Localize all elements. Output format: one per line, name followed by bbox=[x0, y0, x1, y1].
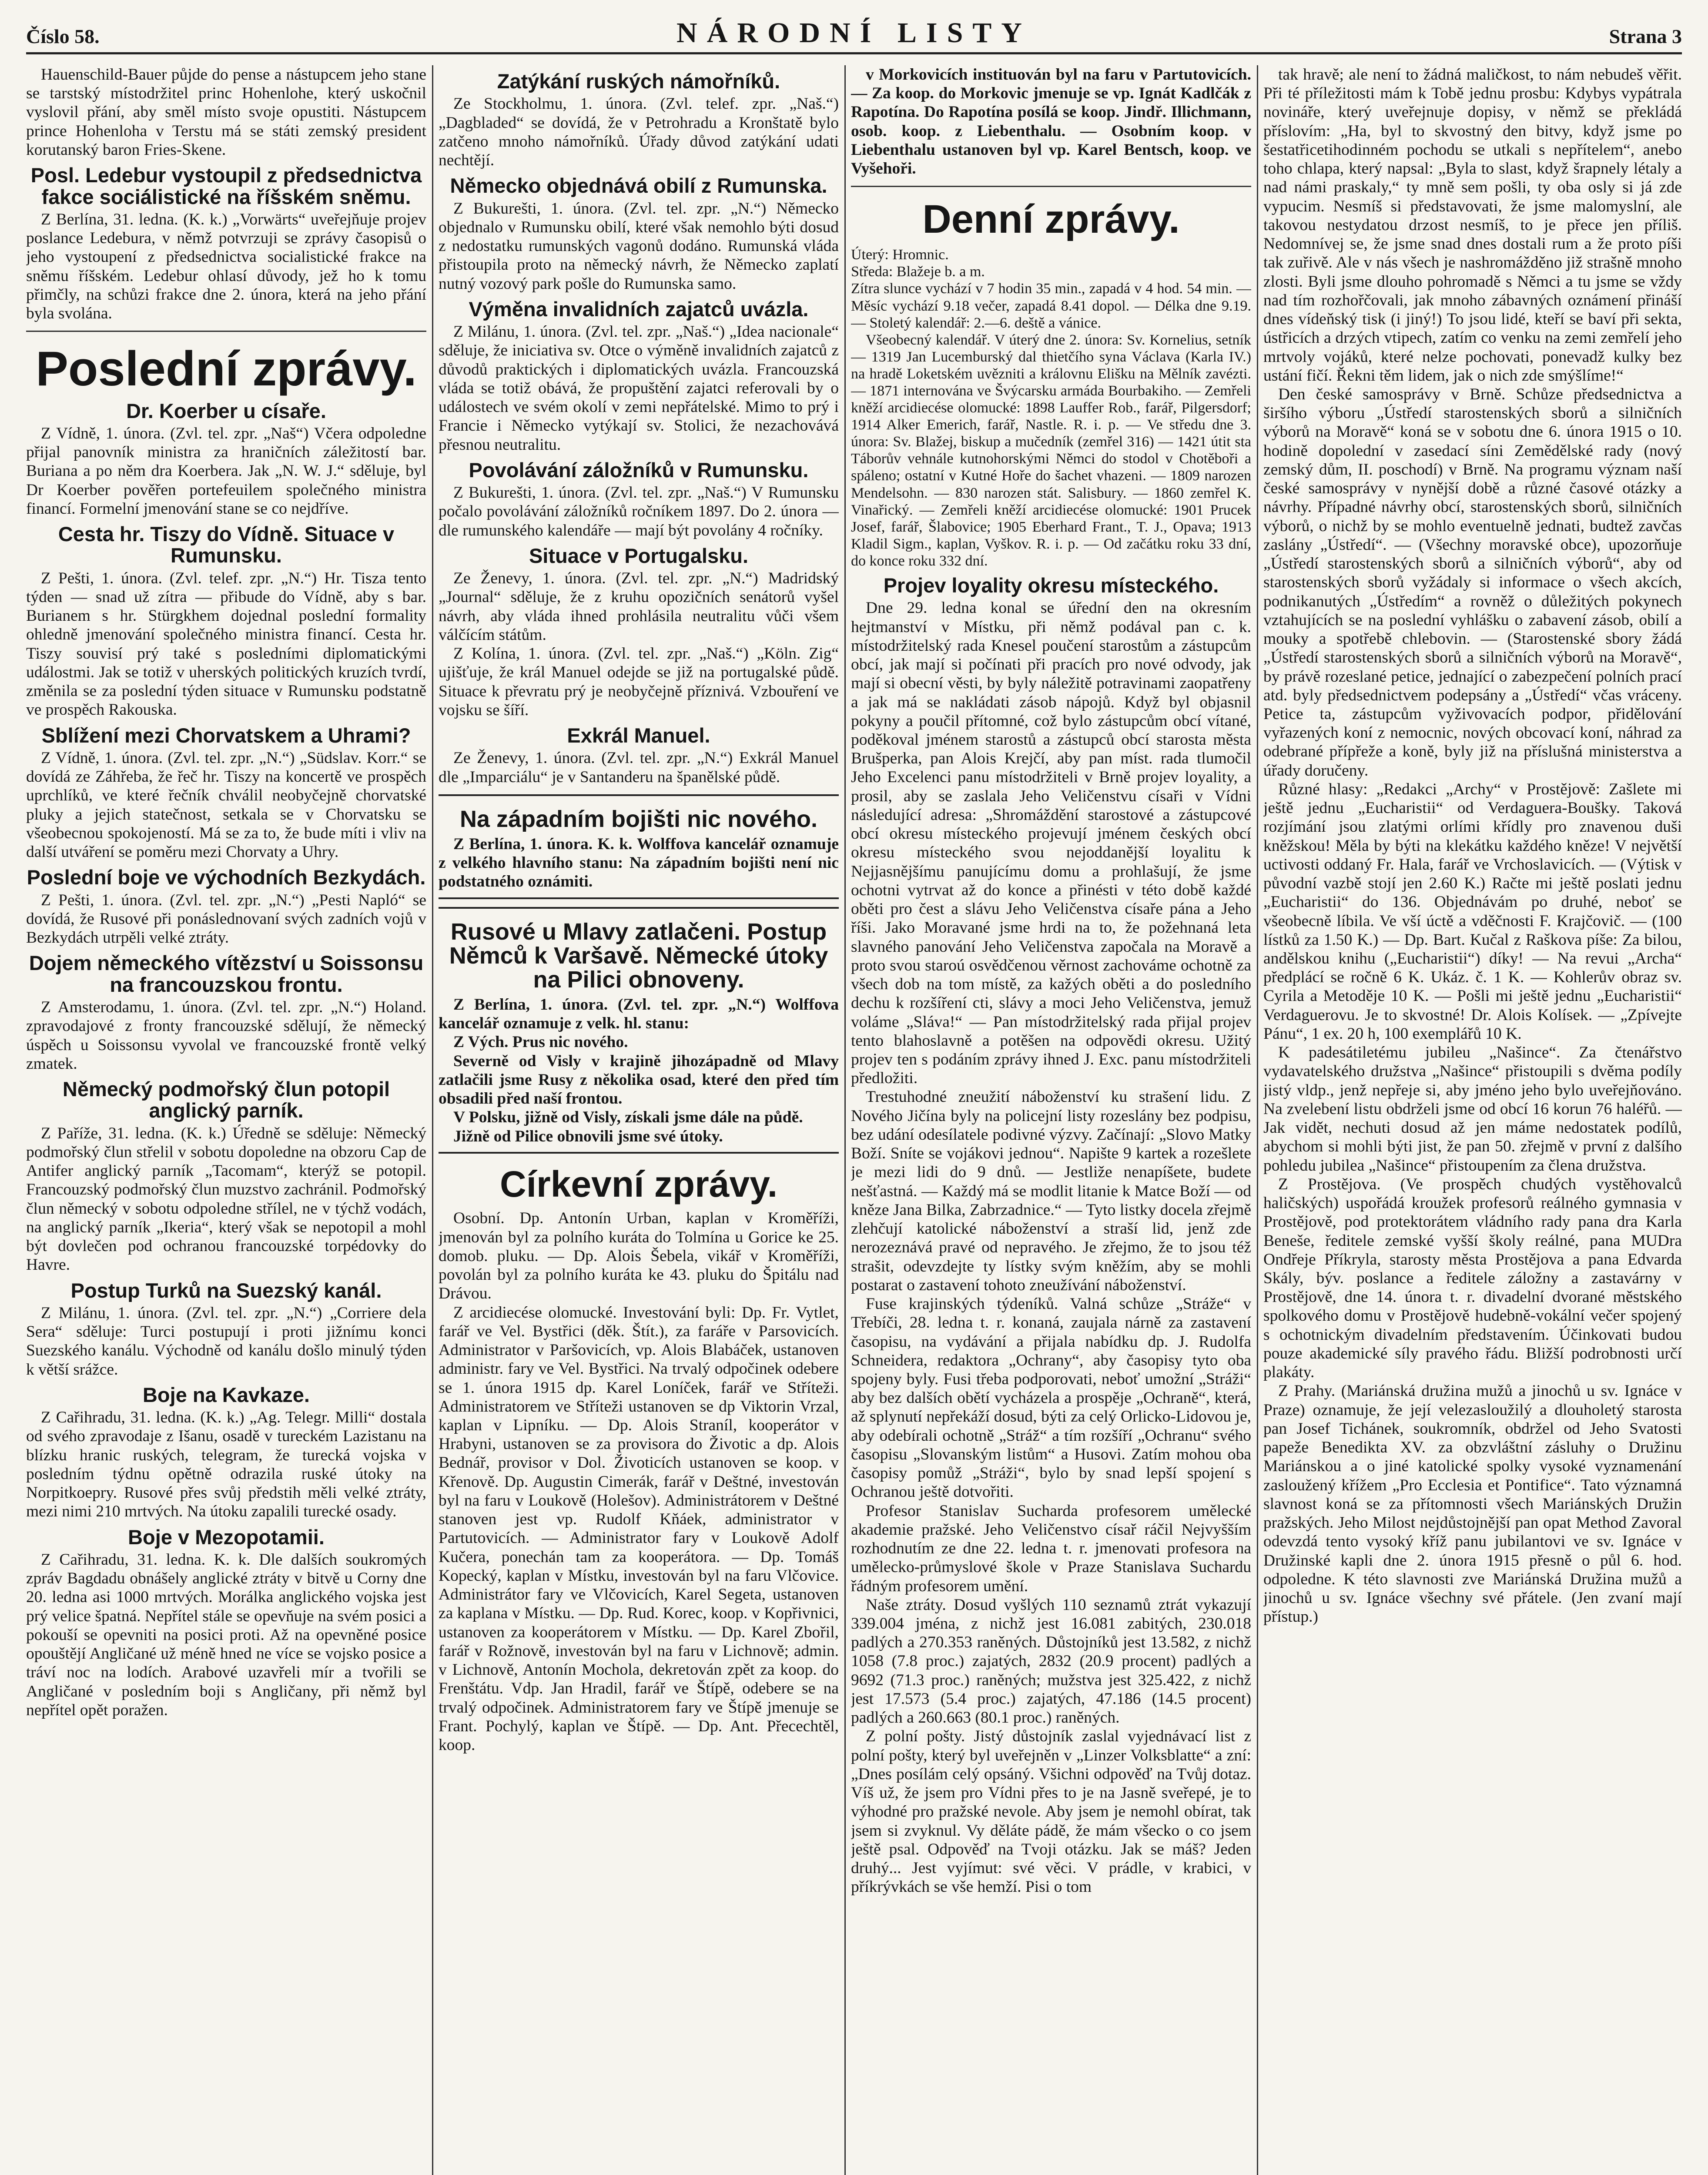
article-text: Z Paříže, 31. ledna. (K. k.) Úředně se sděluje: Německý podmořský člun střelil v sobotu dopoledne na obzoru Cap de Antifer anglický parník „Tacomam“, kterýž se potopil. Francouzský podmořský člun muzstvo zachránil. Podmořský člun německý v sobotu odpoledne střílel, ne v týchž vodách, na anglický parník „Ikeria“, který však se nepotopil a mohl být dovlečen pod ochranou francouzské torpédovky do Havre. bbox=[26, 1124, 426, 1274]
newspaper-title: NÁRODNÍ LISTY bbox=[677, 17, 1031, 49]
article-text: Z polní pošty. Jistý důstojník zaslal vyjednávací list z polní pošty, který byl uveřejněn v „Linzer Volksblatte“ a zní: „Dnes posílám celý opsáný. Všichni odpověď na Tvůj dotaz. Víš už, že jsem pro Vídni přes to je na Jasně sveřepé, je to výhodné pro pražské nevole. Aby jsem je nemohl obírat, tak jsem si zvyknul. Vy děláte pádě, že mám všecko o co jsem ještě psal. Odpověď na Tvoji otázku. Jak se máš? Jeden druhý... Jest vyjímut: své věci. V prádle, v krabici, v příkrývkách se vše hemží. Pisi o tom bbox=[851, 1727, 1251, 1896]
article-text: K padesátiletému jubileu „Našince“. Za čtenářstvo vydavatelského družstva „Našince“ přistoupili s dvěma podíly jistý vldp., jenž nepřeje si, aby jméno jeho bylo uveřejňováno. Na zvelebení listu obdrželi jsme od obcí 16 korun 76 haléřů. — Jak vidět, nechuti dosud až jen máme nedostatek podílů, abychom si mohli býti jist, že pan 50. zřejmě v první z dalšího pohledu jubilea „Našince“ přistoupením za člena družstva. bbox=[1263, 1044, 1682, 1174]
headline-rumunsko-obili: Německo objednává obilí z Rumunska. bbox=[450, 174, 827, 197]
headline-invalidni: Výměna invalidních zajatců uvázla. bbox=[469, 297, 809, 321]
article-text: Osobní. Dp. Antonín Urban, kaplan v Kroměříži, jmenován byl za polního kuráta do Tolmína u Gorice ke 25. domob. pluku. — Dp. Alois Šebela, vikář v Kroměříži, povolán byl za polního kuráta ke 43. pluku do Špitálu nad Drávou. bbox=[439, 1209, 839, 1303]
article-text: Z Berlína, 1. února. K. k. Wolffova kancelář oznamuje z velkého hlavního stanu: Na západním bojišti není nic podstatného oznámiti. bbox=[439, 835, 839, 891]
headline-clun: Německý podmořský člun potopil anglický parník. bbox=[62, 1077, 390, 1122]
article-text: Z Vídně, 1. února. (Zvl. tel. zpr. „Naš“) Včera odpoledne přijal panovník ministra za hraničních záležitostí bar. Buriana a po něm dra Koerbera. Jak „N. W. J.“ sděluje, byl Dr Koerber pověřen portefeuilem společného ministra financí. Formelní jmenování stane se co nejdříve. bbox=[26, 424, 426, 518]
boxed-report-mlava bbox=[439, 907, 839, 1154]
calendar-box bbox=[851, 246, 1251, 331]
calendar-line: Středa: Blažeje b. a m. bbox=[851, 264, 985, 280]
column-4 bbox=[1263, 65, 1682, 2175]
headline-zaloznici: Povolávání záložníků v Rumunsku. bbox=[469, 458, 809, 482]
article-text: Profesor Stanislav Sucharda profesorem umělecké akademie pražské. Jeho Veličenstvo císař ráčil Nejvyšším rozhodnutím ze dne 22. ledna t. r. jmenovati profesora na umělecko-průmyslové škole v Praze Stanislava Suchardu řádným profesorem umění. bbox=[851, 1502, 1251, 1595]
headline-manuel: Exkrál Manuel. bbox=[567, 724, 710, 747]
article-text: Fuse krajinských týdeníků. Valná schůze „Stráže“ v Třebíči, 28. ledna t. r. konaná, zaujala nárně za zastavení časopisu, na vydávání a přijala nabídku dp. J. Rudolfa Schneidera, redaktora „Ochrany“, aby časopisy tyto oba spojeny byly. Fusi třeba podporovati, neboť umožní „Stráži“ aby bez dalších obětí vycházela a prospěje „Ochraně“, která, až splynutí nepřekáží dosud, býti za celý Orlicko-Lidovou je, aby odebírali ochotně „Stráž“ a tím rozšíří „Ochranu“ svého časopisu „Slovanským listům“ a Husovi. Zatím mohou oba časopisy pomůž „Stráži“, bylo by snad lepší spojení s Ochranou ještě dotvořiti. bbox=[851, 1295, 1251, 1501]
section-title-denni-zpravy: Denní zprávy. bbox=[922, 197, 1180, 242]
calendar-line: Úterý: Hromnic. bbox=[851, 247, 949, 263]
section-title-posledni-zpravy: Poslední zprávy. bbox=[36, 341, 417, 396]
article-text: Z Berlína, 1. února. (Zvl. tel. zpr. „N.“) Wolffova kancelář oznamuje z velk. hl. stanu: bbox=[439, 995, 839, 1033]
article-text: v Morkovicích instituován byl na faru v Partutovicích. — Za koop. do Morkovic jmenuje se vp. Ignát Kadlčák z Rapotína. Do Rapotína posílá se koop. Jindř. Illichmann, osob. koop. z Liebenthalu. — Osobním koop. v Liebenthalu ustanoven byl vp. Karel Bentsch, koop. ve Vyšehoři. bbox=[851, 66, 1251, 178]
column-rule bbox=[432, 65, 433, 2175]
article-text: Naše ztráty. Dosud vyšlých 110 seznamů ztrát vykazují 339.004 jména, z nichž jest 16.081 zabitých, 230.018 padlých a 270.353 raněných. Důstojníků jest 13.582, z nichž 1058 (7.8 proc.) zajatých, 2832 (20.9 procent) padlých a 9692 (71.3 proc.) raněných; mužstva jest 325.422, z nichž jest 17.573 (5.4 proc.) zajatých, 47.186 (14.5 procent) padlých a 260.663 (80.1 proc.) raněných. bbox=[851, 1596, 1251, 1727]
article-text: tak hravě; ale není to žádná maličkost, to nám nebudeš věřit. Při té příležitosti mám k Tobě jednu prosbu: Kdybys vypátrala novináře, který uveřejnuje dopisy, v němž se překládá příslovím: „Ha, byl to skvostný den bitvy, když jsme po šestatřicetihodinném pochodu se utkali s nepřítelem“, anebo toho chlapa, který napsal: „Byla to slast, když šrapnely létaly a nad námi praskaly,“ ty mně sem pošli, ty oba osly si já zde vypucim. Nesmíš si představovati, že jsme malomyslní, ale takovou nestydatou drzost nesmíš, to je přece jen příliš. Nedomnívej se, že jsme snad dnes dostali rum a že proto píši tak zuřivě. Ale v nás všech je nashromážděno již strašně mnoho zlosti. Byli jsme dlouho pohromadě s Němci a tu jsme se vždy nad tím rozhořčovali, jak mnoho zábavných oznámení přináší dnes vídeňský tisk (i jiný!) To jsou lidé, kteří se baví při sekta, ústřicích a drzých vtipech, zatím co venku na zemi zemřelí jeho mrtvoly vojáků, které nelze pochovati, ponevadž kulky bez ustání fičí. Řekni těm lidem, jak o nich zde smýšlíme!“ bbox=[1263, 66, 1682, 385]
article-text: Ze Ženevy, 1. února. (Zvl. tel. zpr. „N.“) Madridský „Journal“ sděluje, že z kruhu opozičních senátorů vyšel návrh, aby vláda ihned prohlásila neutralitu vůči všem válčícím státům. bbox=[439, 569, 839, 644]
article-text: Z Milánu, 1. února. (Zvl. tel. zpr. „Naš.“) „Idea nacionale“ sděluje, že iniciativa sv. Otce o výměně invalidních zajatců z důvodů praktických i diplomatických uvázla. Francouzská vláda se totiž obává, že propuštění zajatci referovali by o událostech ve svém okolí v zemi nepřátelské. Mimo to prý i Francie i Německo vytýkají sv. Stolici, že nezachovává přesnou neutralitu. bbox=[439, 323, 839, 454]
column-rule bbox=[1257, 65, 1258, 2175]
article-text: Z Vých. Prus nic nového. bbox=[453, 1033, 628, 1051]
article-text: Z Bukurešti, 1. února. (Zvl. tel. zpr. „Naš.“) V Rumunsku počalo povolávání záložníků ročníkem 1897. Do 2. února — dle rumunského kalendáře — mají být povolány 4 ročníky. bbox=[439, 484, 839, 539]
headline-ledebur: Posl. Ledebur vystoupil z předsednictva fakce sociálistické na říšském sněmu. bbox=[30, 164, 422, 208]
article-text: Jižně od Pilice obnovili jsme své útoky. bbox=[453, 1127, 723, 1145]
column-2 bbox=[439, 65, 839, 2175]
article-text: Z Bukurešti, 1. února. (Zvl. tel. zpr. „N.“) Německo objednalo v Rumunsku obilí, které však nemohlo býti dosud z nedostatku rumunských vagonů dodáno. Rumunská vláda přistoupila proto na německý návrh, že Německo zaplatí nutný vozový park pošle do Rumunska samo. bbox=[439, 199, 839, 293]
article-text: Hauenschild-Bauer půjde do pense a nástupcem jeho stane se tarstský místodržitel princ Hohenlohe, který uskočnil vyslovil přání, aby směl místo svoje opustiti. Nástupcem prince Hohenloha v Terstu má se státi zemský president korutanský baron Fries-Skene. bbox=[26, 66, 426, 159]
article-text: Severně od Visly v krajině jihozápadně od Mlavy zatlačili jsme Rusy z několika osad, které den před tím obsadili před naší frontou. bbox=[439, 1052, 839, 1108]
article-text: Z Prahy. (Mariánská družina mužů a jinochů u sv. Ignáce v Praze) oznamuje, že její velezasloužilý a dlouholetý starosta pan Josef Tichánek, soukromník, obdržel od Jeho Svatosti papeže Benedikta XV. za obzvláštní zásluhy o Družinu Mariánskou a o jiné katolické spolky vysoké vyznamenání zasloužený křížem „Pro Ecclesia et Pontifice“. Tato významná slavnost koná se za přítomnosti všech Mariánských Družin pražských. Jeho Milost nejdůstojnější pan opat Method Zavoral odevzdá tento vysoký kříž panu jubilantovi ve sv. Ignáce v Družinské kapli dne 2. února 1915 přesně o půl 6. hod. odpoledne. K této slavnosti zve Mariánská Družina mužů a jinochů u sv. Ignáce všechny své přátele. (Jen zvaní mají přístup.) bbox=[1263, 1382, 1682, 1626]
headline-projev-loyality: Projev loyality okresu místeckého. bbox=[883, 574, 1219, 597]
headline-mlava: Rusové u Mlavy zatlačeni. Postup Němců k Varšavě. Německé útoky na Pilici obnoveny. bbox=[449, 918, 828, 993]
headline-mezopotamie: Boje v Mezopotamii. bbox=[128, 1525, 325, 1549]
article-text: Z Prostějova. (Ve prospěch chudých vystěhovalců haličských) uspořádá kroužek profesorů reálného gymnasia v Prostějově, pod protektorátem vládního rady pana dra Karla Beneše, ředitele zemské vyšší školy reálné, pana MUDra Ondřeje Příkryla, starosty města Prostějova a pana Edvarda Skály, býv. poslance a ředitele záložny a zastavárny v Prostějově, dne 14. února t. r. divadelní dvorané městského spolkového domu v Prostějově hudebně-vokální večer spojený s ochotnickým divadelním představením. Účinkovati budou pouze akademické síly pravého řádu. Bližší podrobnosti určí plakáty. bbox=[1263, 1175, 1682, 1382]
article-text: Z Cařihradu, 31. ledna. (K. k.) „Ag. Telegr. Milli“ dostala od svého zpravodaje z Išanu, osadě v tureckém Lazistanu na blízku hranic ruských, telegram, že turecká vojska v posledním týdnu opětně odrazila ruské útoky na Norpitkoepry. Rusové přes svůj předstih měli velké ztráty, mezi nimi 210 mrtvých. Na útoku zapalili turecké osady. bbox=[26, 1409, 426, 1521]
headline-bezkydy: Poslední boje ve východních Bezkydách. bbox=[27, 866, 426, 889]
column-rule bbox=[844, 65, 846, 2175]
article-text: Z arcidiecése olomucké. Investování byli: Dp. Fr. Vytlet, farář ve Vel. Bystřici (děk. Štít.), za faráře v Parsovicích. Administrator v Paršovicích, vp. Alois Blabáček, ustanoven administr. fary ve Vel. Bystřici. Na trvalý odpočinek odebere se 1. února 1915 dp. Karel Loníček, farář ve Stříteži. Administratorem ve Stříteži ustanoven se dp Viktorin Vrzal, kaplan v Lipníku. — Dp. Alois Straníl, kooperátor v Hrabyni, ustanoven se za provisora do Životic a dp. Alois Bednář, provisor v Dol. Životicích ustanoven se koop. v Křenově. Dp. Augustin Cimerák, farář v Deštné, investován byl na faru v Loukově (Holešov). Administrátorem v Deštné stanoven jest vp. Rudolf Kňáek, administrator v Partutovicích. — Administrator fary v Loukově Adolf Kučera, ponechán tam za kooperátora. — Dp. Tomáš Kopecký, kaplan v Místku, investován byl na faru Vlčovice. Administrátor fary ve Vlčovicích, Karel Segeta, ustanoven za kaplana v Místku. — Dp. Rud. Korec, koop. v Kopřivnici, ustanoven za kooperátorem v Místku. — Dp. Karel Zbořil, farář v Rožnově, investován byl na faru v Lichnově; admin. v Lichnově, Antonín Mochola, dekretován zpět za koop. do Frenštátu. Vdp. Jan Hradil, farář ve Štípě, odebere se na trvalý odpočinek. Administratorem fary ve Štípě jmenuje se Frant. Pochylý, kaplan ve Štípě. — Dp. Ant. Přecechtěl, koop. bbox=[439, 1303, 839, 1754]
article-text: Všeobecný kalendář. V úterý dne 2. února: Sv. Kornelius, setník — 1319 Jan Lucemburský dal thietčího syna Václava (Karla IV.) na hradě Loketském uvězniti a královnu Elišku na Mělník zavézti. — 1871 internována ve Švýcarsku armáda Bourbakiho. — Zemřeli kněží arcidiecése olomucké: 1898 Lauffer Rob., farář, Pilgersdorf; 1914 Alker Emerich, farář, Nastle. R. i. p. — Ve středu dne 3. února: Sv. Blažej, biskup a mučedník (zemřel 316) — 1421 útit sta Táborův vehnále kutnohorskými Němci do stodol v Chotěboři a spáleno; ostatní v Kutné Hoře do šachet vhazeni. — 1809 narozen Mendelsohn. — 830 narozen stát. Salisbury. — 1860 zemřel K. Vinařický. — Zemřeli kněží arcidiecése olomucké: 1901 Prucek Josef, farář, Šlabovice; 1905 Eberhard Frant., T. J., Opava; 1913 Kladil Sigm., kaplan, Vyškov. R. i. p. — Od začátku roku 33 dní, do konce roku 332 dní. bbox=[851, 331, 1251, 569]
headline-kavkaz: Boje na Kavkaze. bbox=[142, 1383, 310, 1406]
article-text: Z Pešti, 1. února. (Zvl. telef. zpr. „N.“) Hr. Tisza tento týden — snad už zítra — přibude do Vídně, aby s bar. Burianem s hr. Stürgkhem dojednal poslední formality ohledně jmenování společného ministra financí. Cesta hr. Tiszy souvisí prý také s posledními diplomatickými událostmi. Jak se totiž v uherských politických kruzích tvrdí, změnila se za poslední týden situace v Rumunsku podstatně ve prospěch Rakouska. bbox=[26, 569, 426, 719]
headline-turci: Postup Turků na Suezský kanál. bbox=[70, 1278, 382, 1302]
article-text: Z Amsterodamu, 1. února. (Zvl. tel. zpr. „N.“) Holand. zpravodajové z fronty francouzské sdělují, že německý úspěch u Soissonsu vyvolal ve francouzské frontě velký zmatek. bbox=[26, 998, 426, 1073]
article-text: Různé hlasy: „Redakci „Archy“ v Prostějově: Zašlete mi ještě jednu „Eucharistii“ od Verdaguera-Boušky. Taková rozjímání jsou zlatými orlími křídly pro znavenou duši kněžskou! Měla by býti na klekátku každého kněze! V největší uctivosti oddaný Fr. Hala, farář ve Vrchoslavicích. — (Výtisk v původní vazbě stojí jen 2.60 K.) Račte mi ještě poslati jednu „Eucharistii“ do 136. Objednávám po druhé, neboť se všeobecně líbila. Ve vší úctě a vděčnosti F. Krajčovič. — (100 lístků za 1.50 K.) — Dp. Bart. Kučal z Raškova píše: Za bilou, andělskou knihu („Eucharistii“) díky! — Na revui „Archa“ předplácí se ročně 6 K. Ukáz. č. 1 K. — Kohlerův obraz sv. Cyrila a Metoděje 10 K. — Pošli mi ještě jednu „Eucharistii“ Verdaguerovu. Je to skvostné! Dr. Alois Kolísek. — „Zpívejte Pánu“, 1 ex. 20 h, 100 exemplářů 10 K. bbox=[1263, 780, 1682, 1043]
article-text: Z Cařihradu, 31. ledna. K. k. Dle dalších soukromých zpráv Bagdadu obnášely anglické ztráty v bitvě u Corny dne 20. ledna asi 1000 mrtvých. Morálka anglického vojska jest prý velice špatná. Nepřítel stále se opevňuje na svém posici a pokouší se opevniti na posici proti. Až na opevněné posice opouštějí Angličané už méně hned ne více se vojsko posice a tráví noc na lodích. Arabové uzavřeli mír a tvořili se Angličané v posledním boji s Angličany, při němž byl nepřítel opět poražen. bbox=[26, 1550, 426, 1719]
article-text: Ze Ženevy, 1. února. (Zvl. tel. zpr. „N.“) Exkrál Manuel dle „Imparciálu“ je v Santanderu na španělské půdě. bbox=[439, 749, 839, 786]
article-text: Z Milánu, 1. února. (Zvl. tel. zpr. „N.“) „Corriere dela Sera“ sděluje: Turci postupují i proti jižnímu konci Suezského kanálu. Východně od kanálu došlo minulý týden k větší srážce. bbox=[26, 1304, 426, 1379]
column-3 bbox=[851, 65, 1251, 2175]
section-title-cirkevni: Církevní zprávy. bbox=[499, 1163, 778, 1205]
headline-koerber: Dr. Koerber u císaře. bbox=[126, 399, 326, 422]
issue-number: Číslo 58. bbox=[26, 25, 100, 47]
article-text: Ze Stockholmu, 1. února. (Zvl. telef. zpr. „Naš.“) „Dagbladed“ se dovídá, že v Petrohradu a Kronštatě bylo zatčeno mnoho námořníků. Úřady důvod zatýkání udati nechtějí. bbox=[439, 95, 839, 170]
masthead bbox=[26, 12, 1682, 54]
headline-chorvatsko: Sblížení mezi Chorvatskem a Uhrami? bbox=[41, 723, 411, 747]
headline-zapadni-bojiste: Na západním bojišti nic nového. bbox=[459, 806, 818, 832]
article-text: Dne 29. ledna konal se úřední den na okresním hejtmanství v Místku, při němž podával pan c. k. místodržitelský rada Knesel poučení starostům a zástupcům obcí, jak mají si počínati při pracích pro nové odvody, jak mají si obecní věsti, by byly náležitě potravinami zaopatřeny a jak má se nakládati zásob nápojů. Když byl objasnil pokyny a poučil přítomné, což bylo zástupcům obcí vítané, poděkoval jménem starostů a zástupců obcí starosta města Brušperka, pan Alois Krejčí, aby pan míst. rada tlumočil Jeho Excelenci panu místodržiteli v Brně projev loyality, a prosil, aby se zaslala Jeho Veličenstvu císaři v Vídni následující adresa: „Shromáždění starostové a zástupcové obcí okresu místeckého projevují jménem českých obcí okresu místeckého svou nejoddanější loyalitu k Nejjasnějšímu panujícímu domu a prohlašují, že jsme ochotni vytrvat až do konce a přinésti v této době každé oběti pro čest a slávu Jeho Veličenstva císaře pána a Jeho říši. Jako Moravané jsme hrdi na to, že požehnaná leta slavného panování Jeho Veličenstva započala na Moravě a proto svou staroú osvědčenou věrnost zachováme ochotně za všech dob na tom místě, za kažých oběti a do posledního dechu k rozšíření cti, slávy a moci Jeho Veličenstva, jemuž voláme „Sláva!“ — Pan místodržitelský rada přijal projev tento blahoslavně a potěšen na odpovědi okresu. Užitý projev ten s podáním zprávy ihned J. Exc. panu místodržiteli předložiti. bbox=[851, 599, 1251, 1088]
headline-soissons: Dojem německého vítězství u Soissonsu na francouzskou frontu. bbox=[29, 951, 424, 996]
headline-portugalsko: Situace v Portugalsku. bbox=[529, 544, 749, 567]
calendar-line: Zítra slunce vychází v 7 hodin 35 min., zapadá v 4 hod. 54 min. — Měsíc vychází 9.18 večer, zapadá 8.41 dopol. — Délka dne 9.19. — Stoletý kalendář: 2.—6. deště a vánice. bbox=[851, 281, 1251, 331]
article-text: Z Pešti, 1. února. (Zvl. tel. zpr. „N.“) „Pesti Napló“ se dovídá, že Rusové při ponáslednovaní svých zadních vojů v Bezkydách utrpěli velké ztráty. bbox=[26, 891, 426, 947]
divider bbox=[851, 186, 1251, 187]
page-number: Strana 3 bbox=[1609, 25, 1682, 47]
column-1 bbox=[26, 65, 426, 2175]
article-text: V Polsku, jižně od Visly, získali jsme dále na půdě. bbox=[453, 1108, 803, 1127]
headline-tisza: Cesta hr. Tiszy do Vídně. Situace v Rumunsku. bbox=[58, 522, 395, 567]
article-text: Den české samosprávy v Brně. Schůze předsednictva a širšího výboru „Ústředí starostenských sborů a silničních výborů na Moravě“ koná se v sobotu dne 6. února 1915 o 10. hodině dopolední v zasedací síni Zemědělské rady (nový zemský dům, II. poschodí) v Brně. Na programu význam naší české samosprávy v nynější době a různé časové otázky a návrhy. Případné návrhy obcí, starostenských sborů, silničních výborů, o nichž by se mohlo eventuelně jednati, budtež zavčas zaslány „Ústředí“. — (Všechny moravské obce), upozorňuje „Ústředí starostenských sborů a silničních výborů“, aby od starostenských sborů vyžádaly si informace o všech akcích, podnikanutých „Ústředím“ a rovněž o důležitých pokynech vztahujících se na poslední vyhlášku o zabavení zásob, obilí a mouky a spotřebě chlebovin. — (Starostenské sbory žádá „Ústředí starostenských sborů a silničních výborů na Moravě“, by právě rozeslané petice, jednající o zabezpečení polních prací atd. byly předsednictvem podepsány a „Ústředí“ včas vráceny. Petice ta, zástupcům vyživovacích podpor, přidělování vyřazených koní z nemocnic, nových obcovací koní, náhrad za odebrané přípřeže a koně, byly již na příslušná ministerstva a úřady doručeny. bbox=[1263, 385, 1682, 780]
divider bbox=[26, 331, 426, 332]
article-text: Trestuhodné zneužití náboženství ku strašení lidu. Z Nového Jičína byly na policejní listy rozeslány bez podpisu, bez udání odesílatele podivné výzvy. Začínají: „Slovo Matky Boží. Sníte se vojákovi jednou“. Napište 9 kartek a rozešlete je mezi lidi do 9 dnů. — Jestliže nenapíšete, budete nešťastná. — Každý má se modlit litanie k Matce Boží — od kněze Jana Bilka, Zabrzadnice.“ — Tyto listky docela zřejmě zlehčují katolické náboženství a straší lid, jenž zde nerozeznává pravé od nepravého. Je zřejmo, že to jsou též strašit, odevzdejte ty lístky svým kněžím, aby se mohli postarat o zastavení tohoto zneužívání náboženství. bbox=[851, 1088, 1251, 1294]
headline-zatykani: Zatýkání ruských námořníků. bbox=[497, 70, 780, 93]
article-text: Z Vídně, 1. února. (Zvl. tel. zpr. „N.“) „Südslav. Korr.“ se dovídá ze Záhřeba, že řeč hr. Tiszy na koncertě ve prospěch uprchlíků, ve které řečník chválil neobyčejně chorvatské pluky a jejich statečnost, setkala se v Chorvatsku se všeobecnou spokojeností. Má se za to, že bude míti i vliv na další utváření se poměru mezi Chorvaty a Uhry. bbox=[26, 749, 426, 861]
boxed-report-zapad bbox=[439, 794, 839, 899]
article-text: Z Berlína, 31. ledna. (K. k.) „Vorwärts“ uveřejňuje projev poslance Ledebura, v němž potvrzuji se zprávy časopisů o jeho vystoupení z předsednictva socialistické frakce na sněmu říšském. Ledebur ohlasí důvody, jež ho k tomu přimčly, na schůzi frakce dne 2. února, která na jeho přání byla svolána. bbox=[26, 210, 426, 323]
article-text: Z Kolína, 1. února. (Zvl. tel. zpr. „Naš.“) „Köln. Zig“ ujišťuje, že král Manuel odejde se již na portugalské půdě. Situace k převratu prý je neobyčejně příznivá. Vzbouření ve vojsku se šíří. bbox=[439, 645, 839, 719]
